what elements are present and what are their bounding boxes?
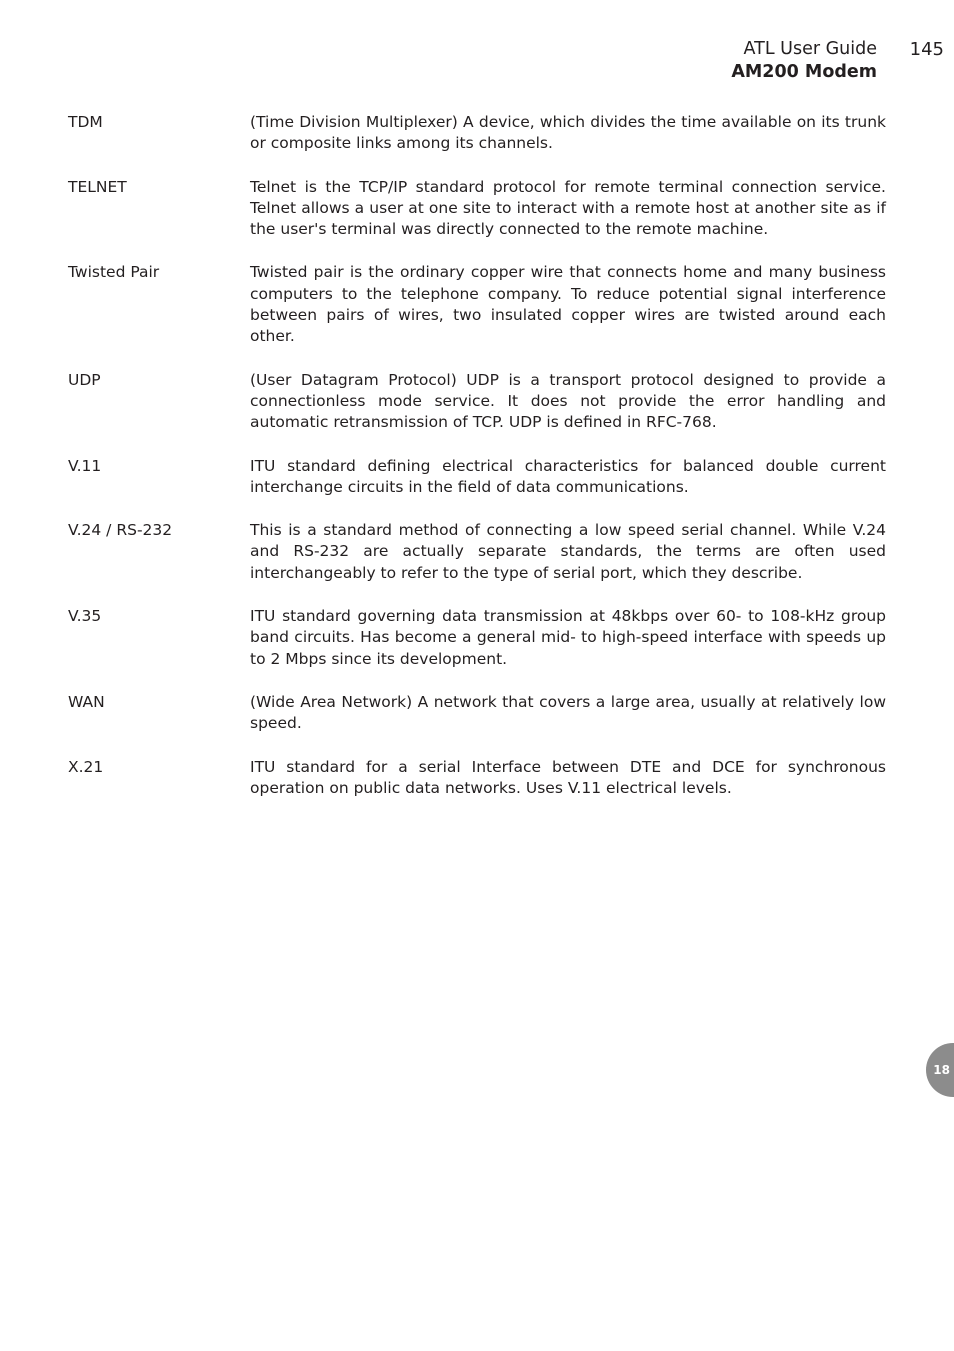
glossary-entry — [68, 370, 886, 434]
glossary-definition: ITU standard for a serial Interface between DTE and DCE for synchronous operation on public data networks. Uses V.11 electrical levels. — [250, 757, 886, 797]
glossary-term: TELNET — [68, 177, 127, 196]
glossary-definition: Twisted pair is the ordinary copper wire that connects home and many business computers to the telephone company. To reduce potential signal interference between pairs of wires, two insulated copper wires are twisted around each other. — [250, 263, 886, 346]
glossary-definition: Telnet is the TCP/IP standard protocol for remote terminal connection service. Telnet allows a user at one site to interact with a remote host at another site as if the user's terminal was directly connected to the remote machine. — [250, 177, 886, 239]
glossary-term: WAN — [68, 692, 105, 711]
glossary-definition: This is a standard method of connecting a low speed serial channel. While V.24 and RS-232 are actually separate standards, the terms are often used interchangeably to refer to the type of serial port, which they describe. — [250, 521, 886, 582]
glossary-entry — [68, 606, 886, 670]
glossary-term: X.21 — [68, 757, 104, 776]
glossary-entry — [68, 456, 886, 499]
guide-title: ATL User Guide — [743, 39, 877, 59]
glossary-term: V.24 / RS-232 — [68, 521, 173, 540]
glossary-term: UDP — [68, 370, 101, 389]
chapter-number: 18 — [933, 1063, 950, 1077]
product-name: AM200 Modem — [731, 62, 877, 82]
glossary-entry — [68, 112, 886, 155]
glossary-definition: ITU standard defining electrical characteristics for balanced double current interchange circuits in the field of data communications. — [250, 456, 886, 496]
glossary-list — [68, 112, 886, 821]
glossary-definition: (Time Division Multiplexer) A device, which divides the time available on its trunk or composite links among its channels. — [250, 113, 886, 153]
chapter-tab — [926, 1043, 954, 1097]
glossary-term: TDM — [68, 113, 103, 131]
glossary-entry — [68, 262, 886, 347]
glossary-definition: ITU standard governing data transmission at 48kbps over 60- to 108-kHz group band circuits. Has become a general mid- to high-speed interface with speeds up to 2 Mbps since its development. — [250, 607, 886, 668]
glossary-term: Twisted Pair — [68, 263, 160, 282]
glossary-entry — [68, 757, 886, 800]
glossary-entry — [68, 692, 886, 735]
glossary-definition: (Wide Area Network) A network that covers a large area, usually at relatively low speed. — [250, 692, 886, 733]
glossary-entry — [68, 520, 886, 584]
glossary-term: V.35 — [68, 607, 102, 626]
page-number: 145 — [909, 39, 944, 60]
glossary-term: V.11 — [68, 456, 102, 475]
glossary-entry — [68, 177, 886, 241]
page-header — [731, 38, 877, 84]
glossary-definition: (User Datagram Protocol) UDP is a transport protocol designed to provide a connectionless mode service. It does not provide the error handling and automatic retransmission of TCP. UDP is defined in RFC-768. — [250, 370, 886, 432]
